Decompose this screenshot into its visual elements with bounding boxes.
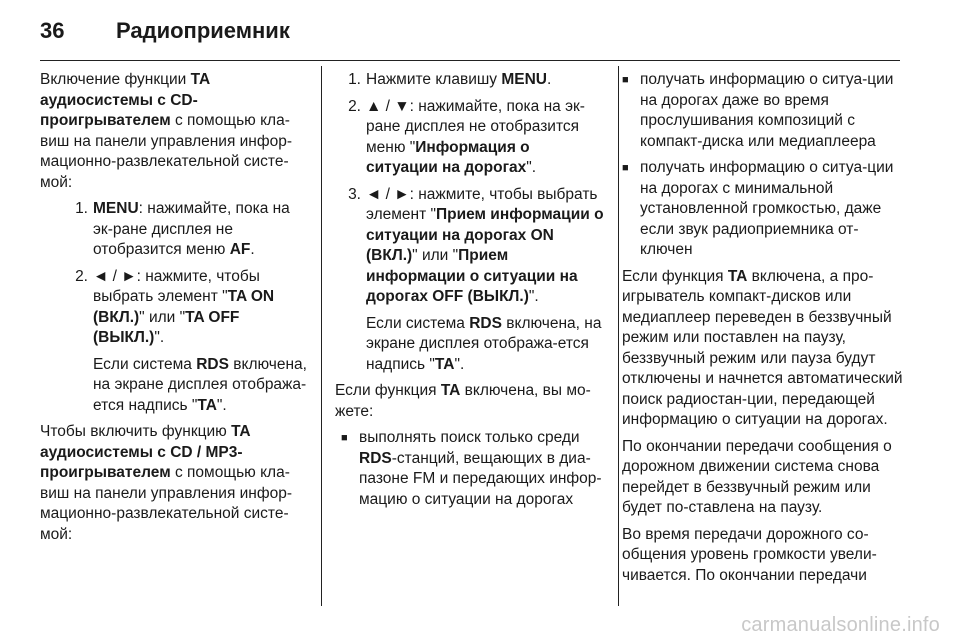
bullet-square-icon: ■: [622, 74, 629, 86]
bullet-square-icon: ■: [622, 162, 629, 174]
step-3-note: Если система RDS включена, на экране дисплея отобража-ется надпись "TA".: [366, 314, 602, 373]
column-3: [622, 70, 904, 592]
paragraph-ta-cd: Включение функции TA аудиосистемы с CD-проигрывателем с помощью кла-виш на панели управления инфор-мационно-развлекательной систе-мой:: [40, 71, 293, 191]
paragraph-volume: Во время передачи дорожного со-общения уровень громкости увели-чивается. По окончании передачи: [622, 525, 877, 584]
step-1: 1. Нажмите клавишу MENU.: [348, 71, 552, 88]
bullet-item: ■ получать информацию о ситуа-ции на дорогах с минимальной установленной громкостью, даже если звук радиоприемника от-ключен: [622, 158, 904, 261]
step-2-note: Если система RDS включена, на экране дисплея отобража-ется надпись "TA".: [93, 355, 307, 414]
step-1: 1. MENU: нажимайте, пока на эк-ране дисплея не отобразится меню AF.: [75, 200, 290, 258]
step-2: 2. ◄ / ►: нажмите, чтобы выбрать элемент "TA ON (ВКЛ.)" или "TA OFF (ВЫКЛ.)".: [75, 267, 275, 346]
bullet-square-icon: ■: [341, 432, 348, 444]
column-2: [335, 70, 605, 516]
page-number: 36: [40, 18, 65, 43]
step-3: 3. ◄ / ►: нажмите, чтобы выбрать элемент "Прием информации о ситуации на дорогах ON (ВКЛ.)" или "Прием информации о ситуации на дорогах OFF (ВЫКЛ.)".: [348, 185, 604, 305]
column-divider-1: [321, 66, 322, 606]
paragraph-ta-pause: Если функция TA включена, а про-игрыватель компакт-дисков или медиаплеер переведен в беззвучный режим или поставлен на паузу, беззвучный режим или пауза будут отключены и начнется автоматический поиск радиостан-ции, передающей информацию о ситуации на дорогах.: [622, 267, 903, 428]
header-rule: [40, 60, 900, 61]
watermark: carmanualsonline.info: [741, 614, 940, 636]
bullet-item: ■ получать информацию о ситуа-ции на дорогах даже во время прослушивания композиций с компакт-диска или медиаплеера: [622, 70, 904, 152]
bullet-item: ■ выполнять поиск только среди RDS-станций, вещающих в диа-пазоне FM и передающих инфор-мацию о ситуации на дорогах: [335, 428, 605, 510]
page-header: [40, 18, 290, 50]
paragraph-ta-enabled: Если функция TA включена, вы мо-жете:: [335, 382, 591, 420]
column-divider-2: [618, 66, 619, 606]
page-title: Радиоприемник: [116, 18, 290, 43]
paragraph-after-message: По окончании передачи сообщения о дорожном движении система снова перейдет в беззвучный режим или будет по-ставлена на паузу.: [622, 437, 892, 516]
paragraph-ta-mp3: Чтобы включить функцию TA аудиосистемы с CD / MP3-проигрывателем с помощью кла-виш на панели управления инфор-мационно-развлекательной систе-мой:: [40, 423, 293, 543]
step-2: 2. ▲ / ▼: нажимайте, пока на эк-ране дисплея не отобразится меню "Информация о ситуации на дорогах".: [348, 97, 585, 176]
column-1: [40, 70, 312, 551]
